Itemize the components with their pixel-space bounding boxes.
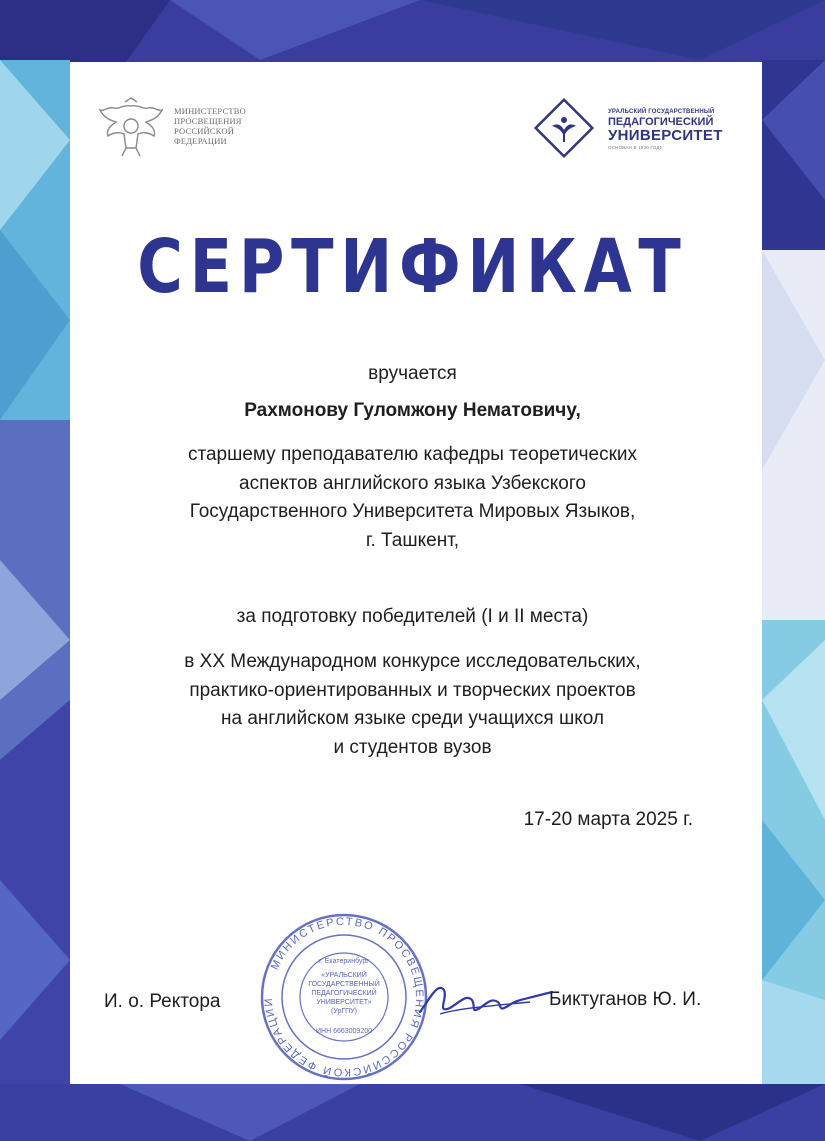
ministry-line: ФЕДЕРАЦИИ xyxy=(174,136,227,146)
stamp-city: г. Екатеринбург xyxy=(319,958,369,965)
signatory-role: И. о. Ректора xyxy=(104,991,221,1012)
ministry-line: МИНИСТЕРСТВО xyxy=(174,106,246,116)
stamp-inn: ИНН 6663009200 xyxy=(315,1028,373,1035)
stamp-outer-text: МИНИСТЕРСТВО ПРОСВЕЩЕНИЯ РОССИЙСКОЙ ФЕДЕРАЦИИ xyxy=(262,915,426,1079)
university-logo xyxy=(532,96,754,160)
contest-line: в XX Международном конкурсе исследовательских, xyxy=(184,651,641,672)
stamp-inner-text: «УРАЛЬСКИЙ ГОСУДАРСТВЕННЫЙ ПЕДАГОГИЧЕСКИЙ УНИВЕРСИТЕТ» (УрГПУ) xyxy=(308,972,380,1015)
position-line: аспектов английского языка Узбекского xyxy=(239,472,586,494)
university-diamond-emblem-icon xyxy=(532,96,596,160)
position-line: г. Ташкент, xyxy=(365,529,460,551)
award-reason: за подготовку победителей (I и II места) xyxy=(236,606,589,627)
contest-line: на английском языке среди учащихся школ xyxy=(221,708,604,729)
recipient-name: Рахмонову Гуломжону Нематовичу, xyxy=(244,400,581,421)
signatory-name: Биктуганов Ю. И. xyxy=(549,989,702,1010)
university-line-top: УРАЛЬСКИЙ ГОСУДАРСТВЕННЫЙ xyxy=(608,109,715,115)
handwritten-signature xyxy=(410,968,560,1028)
official-round-stamp xyxy=(258,911,430,1083)
university-name xyxy=(608,108,754,151)
ministry-name xyxy=(174,106,294,146)
contest-description xyxy=(0,648,825,762)
certificate-title: СЕРТИФИКАТ xyxy=(137,224,688,310)
ministry-line: РОССИЙСКОЙ xyxy=(174,126,235,136)
recipient-position xyxy=(0,441,825,555)
contest-line: практико-ориентированных и творческих проектов xyxy=(189,679,636,701)
university-line-middle: ПЕДАГОГИЧЕСКИЙ xyxy=(608,116,714,128)
university-line-main: УНИВЕРСИТЕТ xyxy=(608,127,723,144)
ministry-logo xyxy=(96,96,296,160)
position-line: Государственного Университета Мировых Языков, xyxy=(189,501,636,522)
presented-label: вручается xyxy=(368,363,457,384)
ministry-line: ПРОСВЕЩЕНИЯ xyxy=(174,116,242,126)
certificate-date: 17-20 марта 2025 г. xyxy=(523,809,693,830)
contest-line: и студентов вузов xyxy=(333,736,492,758)
university-founded: ОСНОВАН В 1930 ГОДУ xyxy=(608,145,663,150)
position-line: старшему преподавателю кафедры теоретических xyxy=(187,444,638,465)
double-headed-eagle-emblem-icon xyxy=(96,96,166,160)
